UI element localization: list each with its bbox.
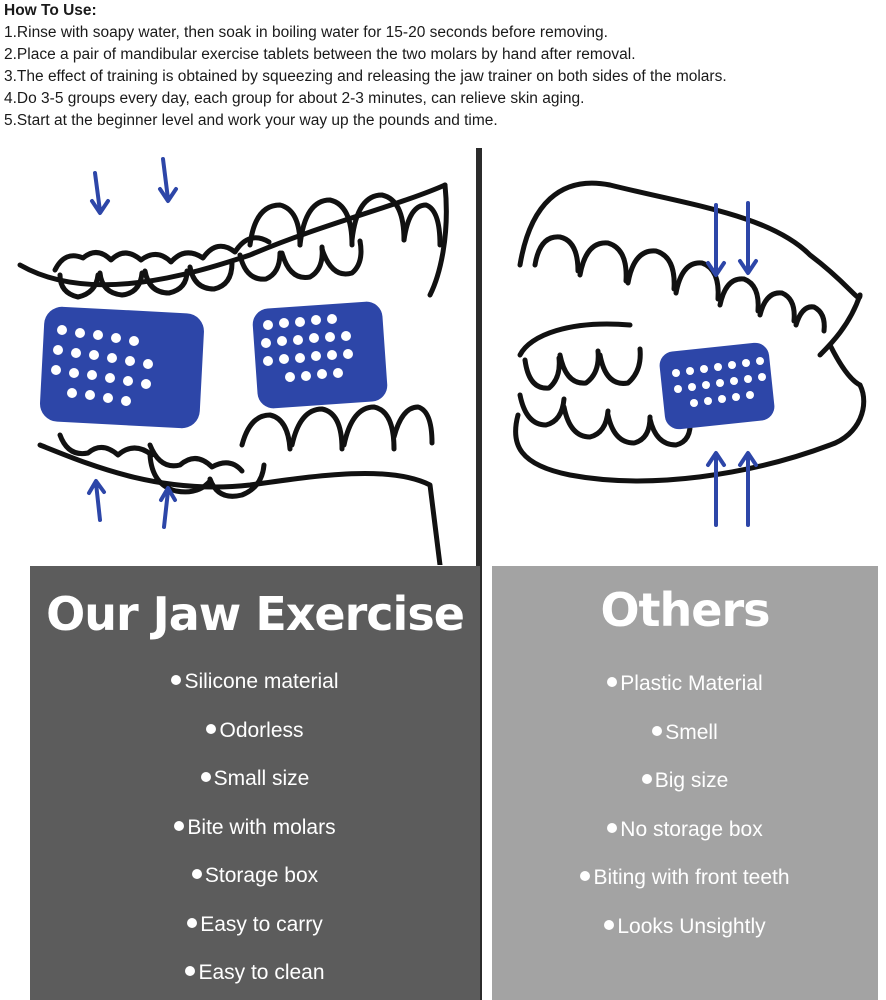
feature-item: Easy to carry — [30, 901, 480, 950]
our-product-card — [30, 566, 480, 1000]
instruction-step: 1.Rinse with soapy water, then soak in boiling water for 15-20 seconds before removing. — [4, 24, 608, 41]
bullet-icon — [187, 918, 197, 928]
molar-bite-illustration — [0, 145, 480, 565]
instruction-step: 4.Do 3-5 groups every day, each group for about 2-3 minutes, can relieve skin aging. — [4, 90, 585, 107]
bullet-icon — [580, 871, 590, 881]
instruction-step: 2.Place a pair of mandibular exercise tablets between the two molars by hand after removal. — [4, 46, 636, 63]
feature-item: Biting with front teeth — [492, 854, 878, 903]
feature-item: Smell — [492, 709, 878, 758]
feature-item: Easy to clean — [30, 949, 480, 998]
instruction-step: 5.Start at the beginner level and work your way up the pounds and time. — [4, 112, 498, 129]
feature-item: Silicone material — [30, 658, 480, 707]
others-card — [492, 566, 878, 1000]
bullet-icon — [206, 724, 216, 734]
feature-item: No storage box — [492, 806, 878, 855]
bullet-icon — [642, 774, 652, 784]
how-to-use-section — [4, 0, 884, 132]
how-to-use-title: How To Use: — [4, 2, 97, 19]
feature-item: Odorless — [30, 707, 480, 756]
feature-item: Bite with molars — [30, 804, 480, 853]
bullet-icon — [192, 869, 202, 879]
front-bite-illustration — [490, 145, 886, 565]
bullet-icon — [201, 772, 211, 782]
bullet-icon — [174, 821, 184, 831]
others-feature-list — [492, 660, 878, 951]
feature-item: Small size — [30, 755, 480, 804]
bullet-icon — [607, 823, 617, 833]
bullet-icon — [604, 920, 614, 930]
our-feature-list — [30, 658, 480, 998]
instruction-step: 3.The effect of training is obtained by squeezing and releasing the jaw trainer on both sides of the molars. — [4, 68, 727, 85]
bullet-icon — [607, 677, 617, 687]
others-title: Others — [600, 583, 770, 637]
bullet-icon — [185, 966, 195, 976]
feature-item: Looks Unsightly — [492, 903, 878, 952]
feature-item: Big size — [492, 757, 878, 806]
feature-item: Plastic Material — [492, 660, 878, 709]
our-product-title: Our Jaw Exercise — [46, 587, 464, 641]
feature-item: Storage box — [30, 852, 480, 901]
bullet-icon — [171, 675, 181, 685]
bullet-icon — [652, 726, 662, 736]
